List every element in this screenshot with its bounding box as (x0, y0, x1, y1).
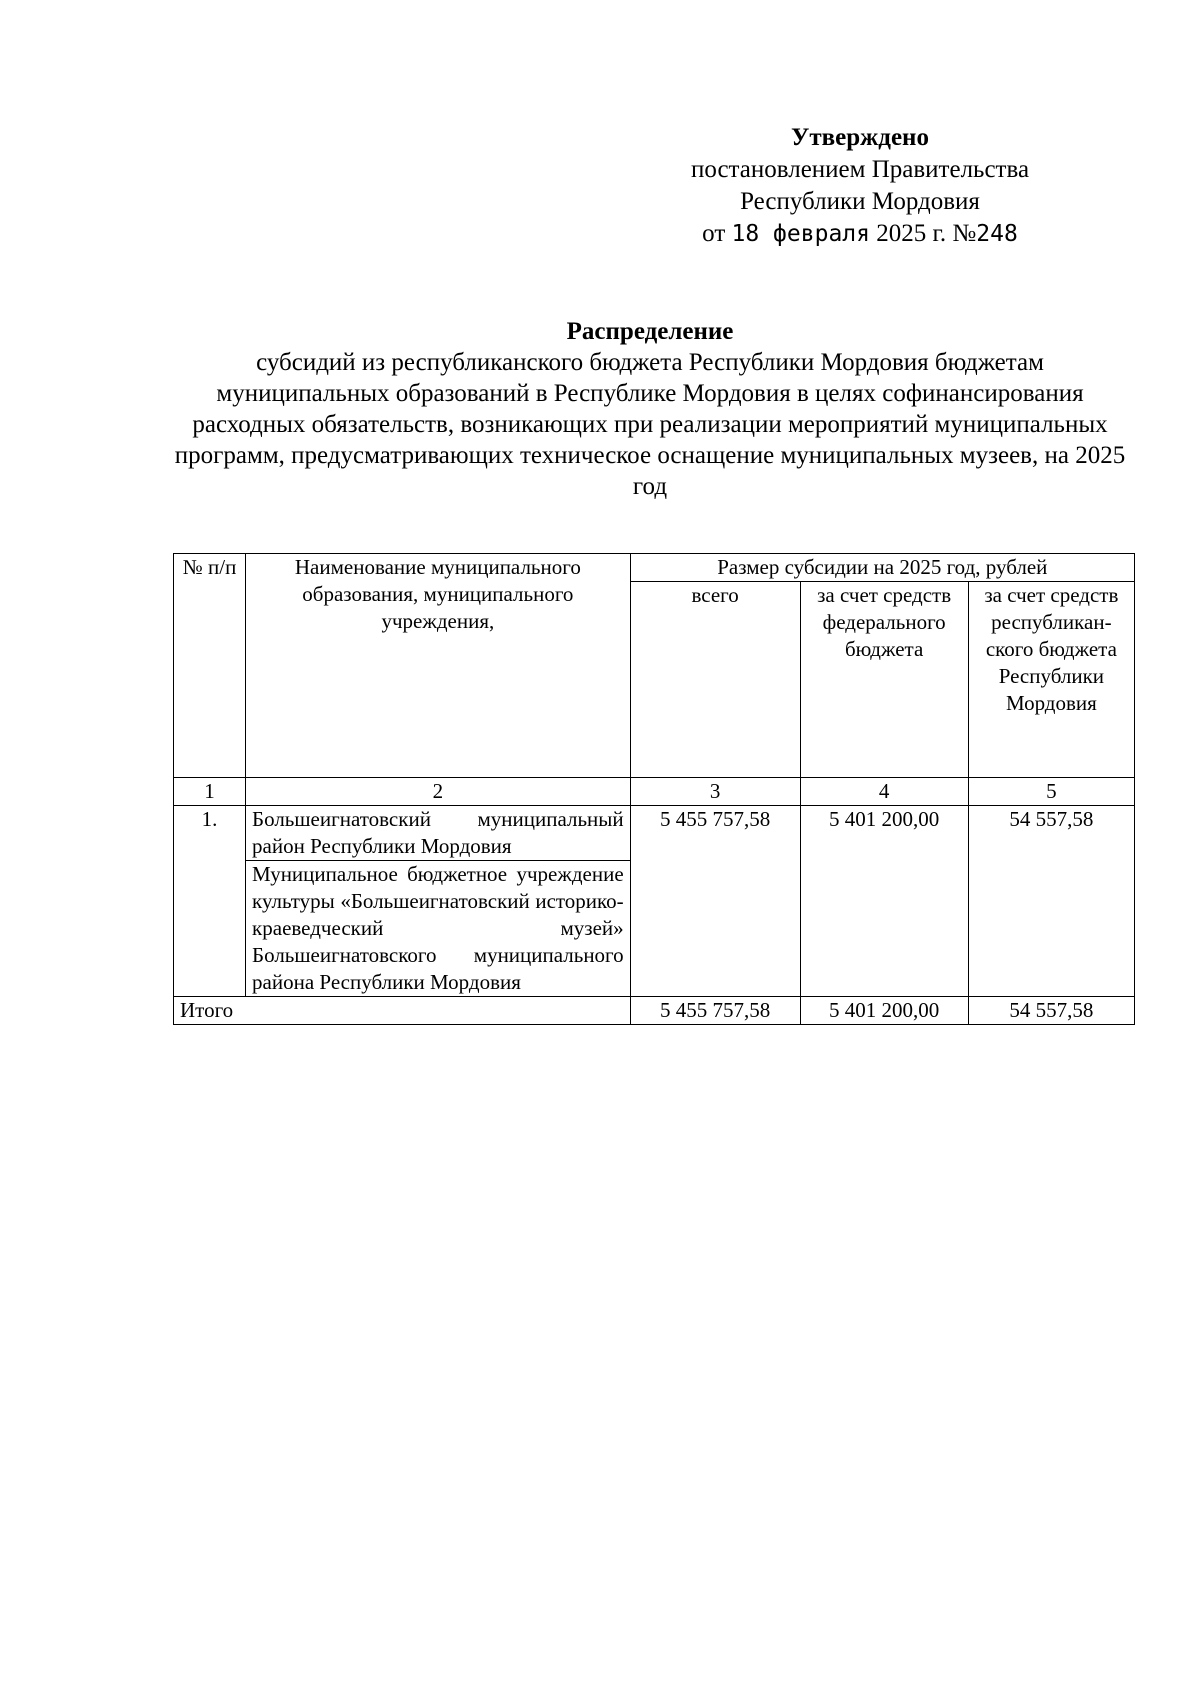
row-num: 1. (174, 806, 246, 997)
column-number-4: 4 (800, 778, 968, 806)
approval-heading: Утверждено (791, 124, 929, 151)
approval-block (640, 122, 1080, 250)
total-row (174, 997, 1135, 1025)
approval-line-1: постановлением Правительства (690, 156, 1030, 183)
subsidy-table (173, 553, 1135, 1025)
column-number-5: 5 (968, 778, 1134, 806)
approval-line-2: Республики Мордовия (740, 188, 980, 215)
document-title-block (160, 316, 1140, 502)
approval-date-line (640, 218, 1080, 250)
header-name: Наименование муниципального образования, муниципального учреждения, (246, 554, 631, 778)
total-regional: 54 557,58 (968, 997, 1134, 1025)
column-number-1: 1 (174, 778, 246, 806)
header-federal: за счет средств федерального бюджета (800, 582, 968, 778)
date-prefix: от (702, 220, 726, 247)
header-amount-group: Размер субсидии на 2025 год, рублей (630, 554, 1134, 582)
header-row-1 (174, 554, 1135, 582)
doc-number: 248 (976, 221, 1018, 247)
row-federal: 5 401 200,00 (800, 806, 968, 997)
row-regional: 54 557,58 (968, 806, 1134, 997)
institution-name: Муниципальное бюджетное учреждение культуры «Большеигнатовский историко-краеведческий музей» Большеигнатовского муниципального района Республики Мордовия (246, 861, 631, 997)
total-federal: 5 401 200,00 (800, 997, 968, 1025)
column-number-2: 2 (246, 778, 631, 806)
document-title: Распределение (566, 318, 734, 345)
header-total: всего (630, 582, 800, 778)
date-day-month: 18 февраля (731, 221, 870, 247)
document-subtitle: субсидий из республиканского бюджета Республики Мордовия бюджетам муниципальных образований в Республике Мордовия в целях софинансирования расходных обязательств, возникающих при реализации мероприятий муниципальных программ, предусматривающих техническое оснащение муниципальных музеев, на 2025 год (174, 349, 1126, 500)
date-year: 2025 г. № (876, 220, 977, 247)
table-row (174, 806, 1135, 861)
total-label: Итого (174, 997, 631, 1025)
district-name: Большеигнатовский муниципальный район Республики Мордовия (246, 806, 631, 861)
header-num: № п/п (174, 554, 246, 778)
total-all: 5 455 757,58 (630, 997, 800, 1025)
header-regional: за счет средств республикан-ского бюджета Республики Мордовия (968, 582, 1134, 778)
column-number-row (174, 778, 1135, 806)
row-total: 5 455 757,58 (630, 806, 800, 997)
column-number-3: 3 (630, 778, 800, 806)
